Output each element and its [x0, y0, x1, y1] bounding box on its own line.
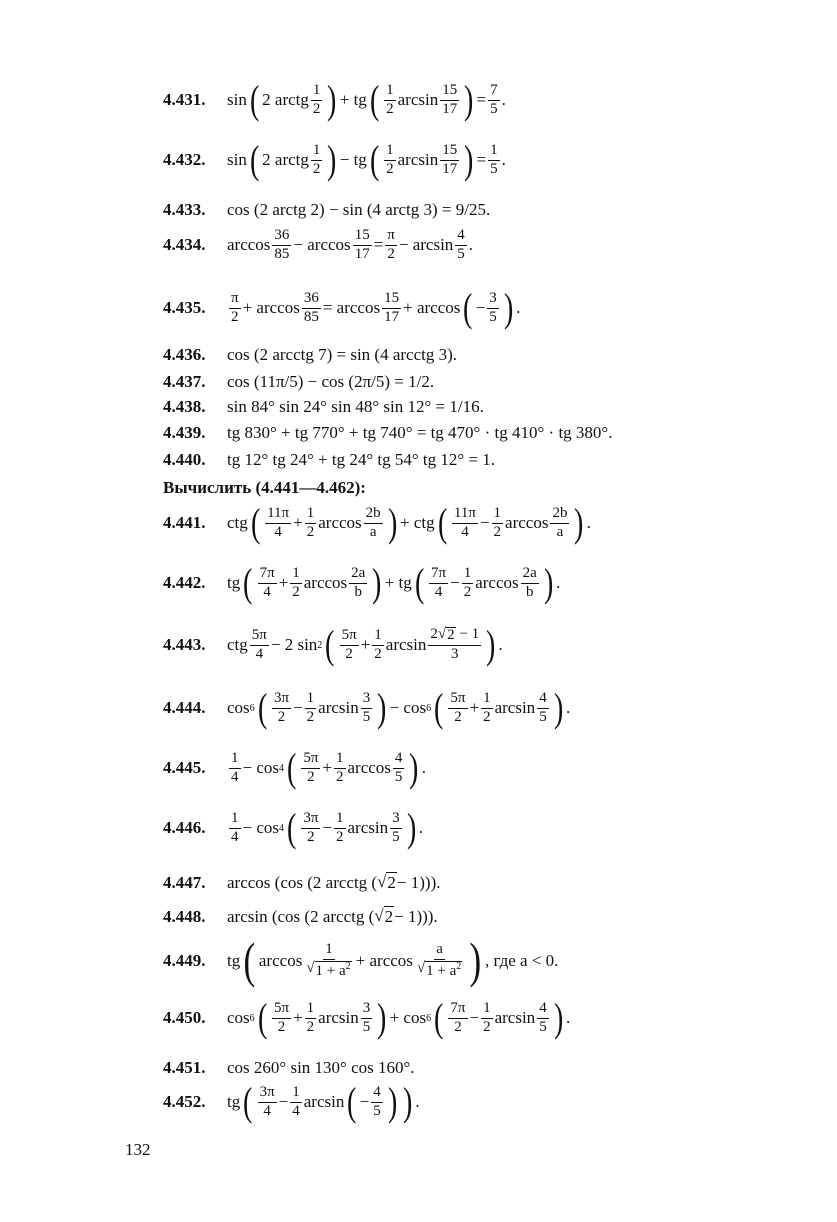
problem-formula: sin ( 2 arctg $\frac{1}{2}$ ) − tg ( $\frac{1}{2}$ arcsin $\frac{15}{17}$ ) = $\frac{1}{5}$ . — [227, 137, 506, 182]
problem-formula: cos (11π/5) − cos (2π/5) = 1/2. — [227, 372, 435, 391]
problem-formula: cos (2 arctg 2) − sin (4 arctg 3) = 9/25. — [227, 200, 491, 219]
problem-formula: tg ( $\frac{7\pi}{4}$ + $\frac{1}{2}$ arccos $\frac{2a}{b}$ ) + tg ( $\frac{7\pi}{4}$ − $\frac{1}{2}$ arccos $\frac{2a}{b}$ ) . — [227, 560, 561, 605]
problem-4-452 — [163, 1079, 420, 1124]
problem-formula: cos 6 ( $\frac{3\pi}{2}$ − $\frac{1}{2}$ arcsin $\frac{3}{5}$ ) − cos 6 ( $\frac{5\pi}{2}$ + $\frac{1}{2}$ arcsin $\frac{4}{5}$ ) . — [227, 685, 571, 730]
problem-4-437 — [163, 372, 434, 392]
problem-4-448 — [163, 906, 438, 927]
problem-formula: ctg ( $\frac{11\pi}{4}$ + $\frac{1}{2}$ arccos $\frac{2b}{a}$ ) + ctg ( $\frac{11\pi}{4}$ − $\frac{1}{2}$ arccos $\frac{2b}{a}$ ) . — [227, 500, 592, 545]
problem-4-431 — [163, 77, 506, 122]
problem-formula: $\frac{1}{4}$ − cos 4 ( $\frac{3\pi}{2}$ − $\frac{1}{2}$ arcsin $\frac{3}{5}$ ) . — [231, 805, 424, 850]
problem-formula: $\frac{1}{4}$ − cos 4 ( $\frac{5\pi}{2}$ + $\frac{1}{2}$ arccos $\frac{4}{5}$ ) . — [231, 745, 426, 790]
section-heading: Вычислить (4.441—4.462): — [163, 478, 366, 497]
problem-number: 4.440. — [163, 450, 206, 469]
problem-number: 4.433. — [163, 200, 206, 219]
problem-number: 4.434. — [163, 235, 206, 255]
problem-formula: cos (2 arcctg 7) = sin (4 arcctg 3). — [227, 345, 458, 364]
problem-4-444 — [163, 685, 571, 730]
problem-formula: sin 84° sin 24° sin 48° sin 12° = 1/16. — [227, 397, 484, 416]
problem-number: 4.447. — [163, 872, 206, 892]
problem-4-445 — [163, 745, 426, 790]
problem-formula: tg 830° + tg 770° + tg 740° = tg 470° · tg 410° · tg 380°. — [227, 423, 613, 442]
problem-4-439 — [163, 423, 612, 443]
problem-4-432 — [163, 137, 506, 182]
problem-number: 4.443. — [163, 635, 206, 654]
problem-4-433 — [163, 200, 490, 220]
problem-number: 4.444. — [163, 698, 206, 717]
problem-number: 4.439. — [163, 423, 206, 442]
problem-number: 4.446. — [163, 818, 206, 837]
problem-number: 4.436. — [163, 345, 206, 364]
problem-formula: ctg $\frac{5\pi}{4}$ − 2 sin 2 ( $\frac{5\pi}{2}$ + $\frac{1}{2}$ arcsin 2√ 2 − 1 3 ) . — [227, 622, 503, 667]
problem-formula: tg 12° tg 24° + tg 24° tg 54° tg 12° = 1. — [227, 450, 496, 469]
problem-formula: cos 260° sin 130° cos 160°. — [227, 1058, 415, 1077]
problem-formula: sin ( 2 arctg $\frac{1}{2}$ ) + tg ( $\frac{1}{2}$ arcsin $\frac{15}{17}$ ) = $\frac{7}{5}$ . — [227, 77, 506, 122]
problem-formula: tg ( arccos 1 √ $1 + a^2$ + arccos a √ $1 + a^2$ ) , где a < 0. — [227, 932, 559, 988]
problem-number: 4.431. — [163, 90, 206, 109]
problem-4-451 — [163, 1058, 415, 1078]
problem-4-442 — [163, 560, 561, 605]
problem-number: 4.449. — [163, 950, 206, 970]
problem-formula: arccos (cos (2 arcctg ( √ 2 − 1))). — [227, 872, 441, 892]
problem-number: 4.451. — [163, 1058, 206, 1077]
problem-formula: arccos $\frac{36}{85}$ − arccos $\frac{15}{17}$ = $\frac{\pi}{2}$ − arcsin $\frac{4}{5}$ . — [227, 227, 474, 262]
problem-4-450 — [163, 995, 571, 1040]
problem-4-441 — [163, 500, 592, 545]
problem-number: 4.442. — [163, 573, 206, 592]
problem-4-435 — [163, 285, 521, 330]
problem-4-438 — [163, 397, 484, 417]
problem-formula: arcsin (cos (2 arcctg ( √ 2 − 1))). — [227, 906, 438, 926]
problem-number: 4.450. — [163, 1008, 206, 1027]
problem-4-443 — [163, 622, 503, 667]
problem-number: 4.432. — [163, 150, 206, 169]
problem-4-447 — [163, 872, 441, 893]
page-number: 132 — [125, 1140, 151, 1159]
problem-formula: tg ( $\frac{3\pi}{4}$ − $\frac{1}{4}$ arcsin ( − $\frac{4}{5}$ ) ) . — [227, 1079, 420, 1124]
problem-4-436 — [163, 345, 457, 365]
problem-number: 4.452. — [163, 1092, 206, 1111]
problem-number: 4.448. — [163, 906, 206, 926]
problem-4-440 — [163, 450, 495, 470]
problem-formula: cos 6 ( $\frac{5\pi}{2}$ + $\frac{1}{2}$ arcsin $\frac{3}{5}$ ) + cos 6 ( $\frac{7\pi}{2}$ − $\frac{1}{2}$ arcsin $\frac{4}{5}$ ) . — [227, 995, 571, 1040]
problem-formula: $\frac{\pi}{2}$ + arccos $\frac{36}{85}$ = arccos $\frac{15}{17}$ + arccos ( − $\frac{3}{5}$ ) . — [231, 285, 521, 330]
problem-number: 4.435. — [163, 298, 206, 317]
problem-4-446 — [163, 805, 424, 850]
problem-number: 4.437. — [163, 372, 206, 391]
problem-number: 4.438. — [163, 397, 206, 416]
problem-4-449 — [163, 932, 559, 988]
problem-number: 4.441. — [163, 513, 206, 532]
problem-4-434 — [163, 228, 473, 263]
problem-number: 4.445. — [163, 758, 206, 777]
